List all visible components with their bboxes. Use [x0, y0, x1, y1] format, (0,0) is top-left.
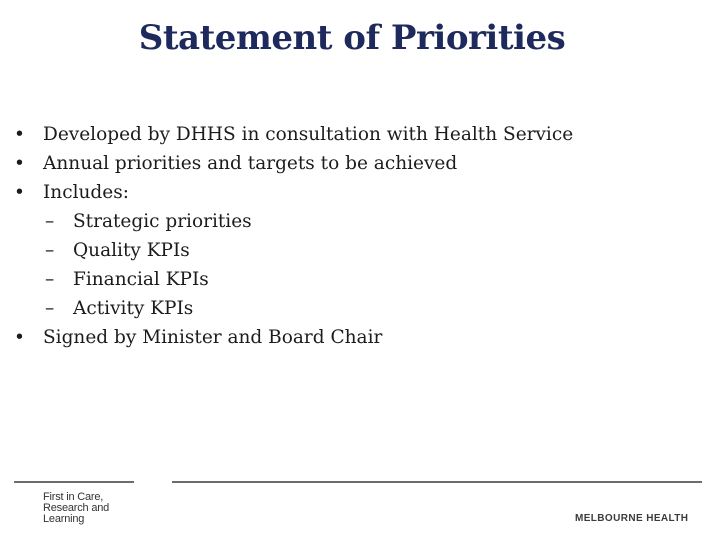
footer-divider	[172, 481, 702, 483]
list-item	[14, 149, 704, 178]
footer	[0, 478, 720, 540]
tagline-line: Learning	[43, 513, 85, 525]
bullet-text: Annual priorities and targets to be achieved	[43, 153, 458, 174]
list-item	[14, 120, 704, 149]
brand-logo-text: MELBOURNE HEALTH	[575, 513, 689, 524]
bullet-text: Developed by DHHS in consultation with Health Service	[43, 124, 574, 145]
sub-bullet-text: Quality KPIs	[73, 240, 190, 261]
tagline-line: Research and	[43, 502, 110, 514]
sub-list-item	[14, 265, 704, 294]
tagline-line: First in Care,	[43, 491, 104, 503]
bullet-text: Signed by Minister and Board Chair	[43, 327, 383, 348]
sub-list-item	[14, 236, 704, 265]
bullet-marker: •	[14, 124, 25, 145]
footer-tagline	[43, 492, 109, 525]
bullet-list	[14, 120, 704, 352]
bullet-marker: •	[14, 153, 25, 174]
footer-divider	[14, 481, 134, 483]
dash-marker: –	[45, 240, 55, 261]
bullet-text: Includes:	[43, 182, 129, 203]
sub-bullet-text: Financial KPIs	[73, 269, 209, 290]
sub-list-item	[14, 207, 704, 236]
sub-bullet-text: Strategic priorities	[73, 211, 252, 232]
dash-marker: –	[45, 211, 55, 232]
dash-marker: –	[45, 298, 55, 319]
list-item	[14, 323, 704, 352]
bullet-marker: •	[14, 327, 25, 348]
bullet-marker: •	[14, 182, 25, 203]
sub-bullet-text: Activity KPIs	[73, 298, 194, 319]
dash-marker: –	[45, 269, 55, 290]
list-item	[14, 178, 704, 207]
slide-title: Statement of Priorities	[138, 18, 566, 58]
sub-list-item	[14, 294, 704, 323]
